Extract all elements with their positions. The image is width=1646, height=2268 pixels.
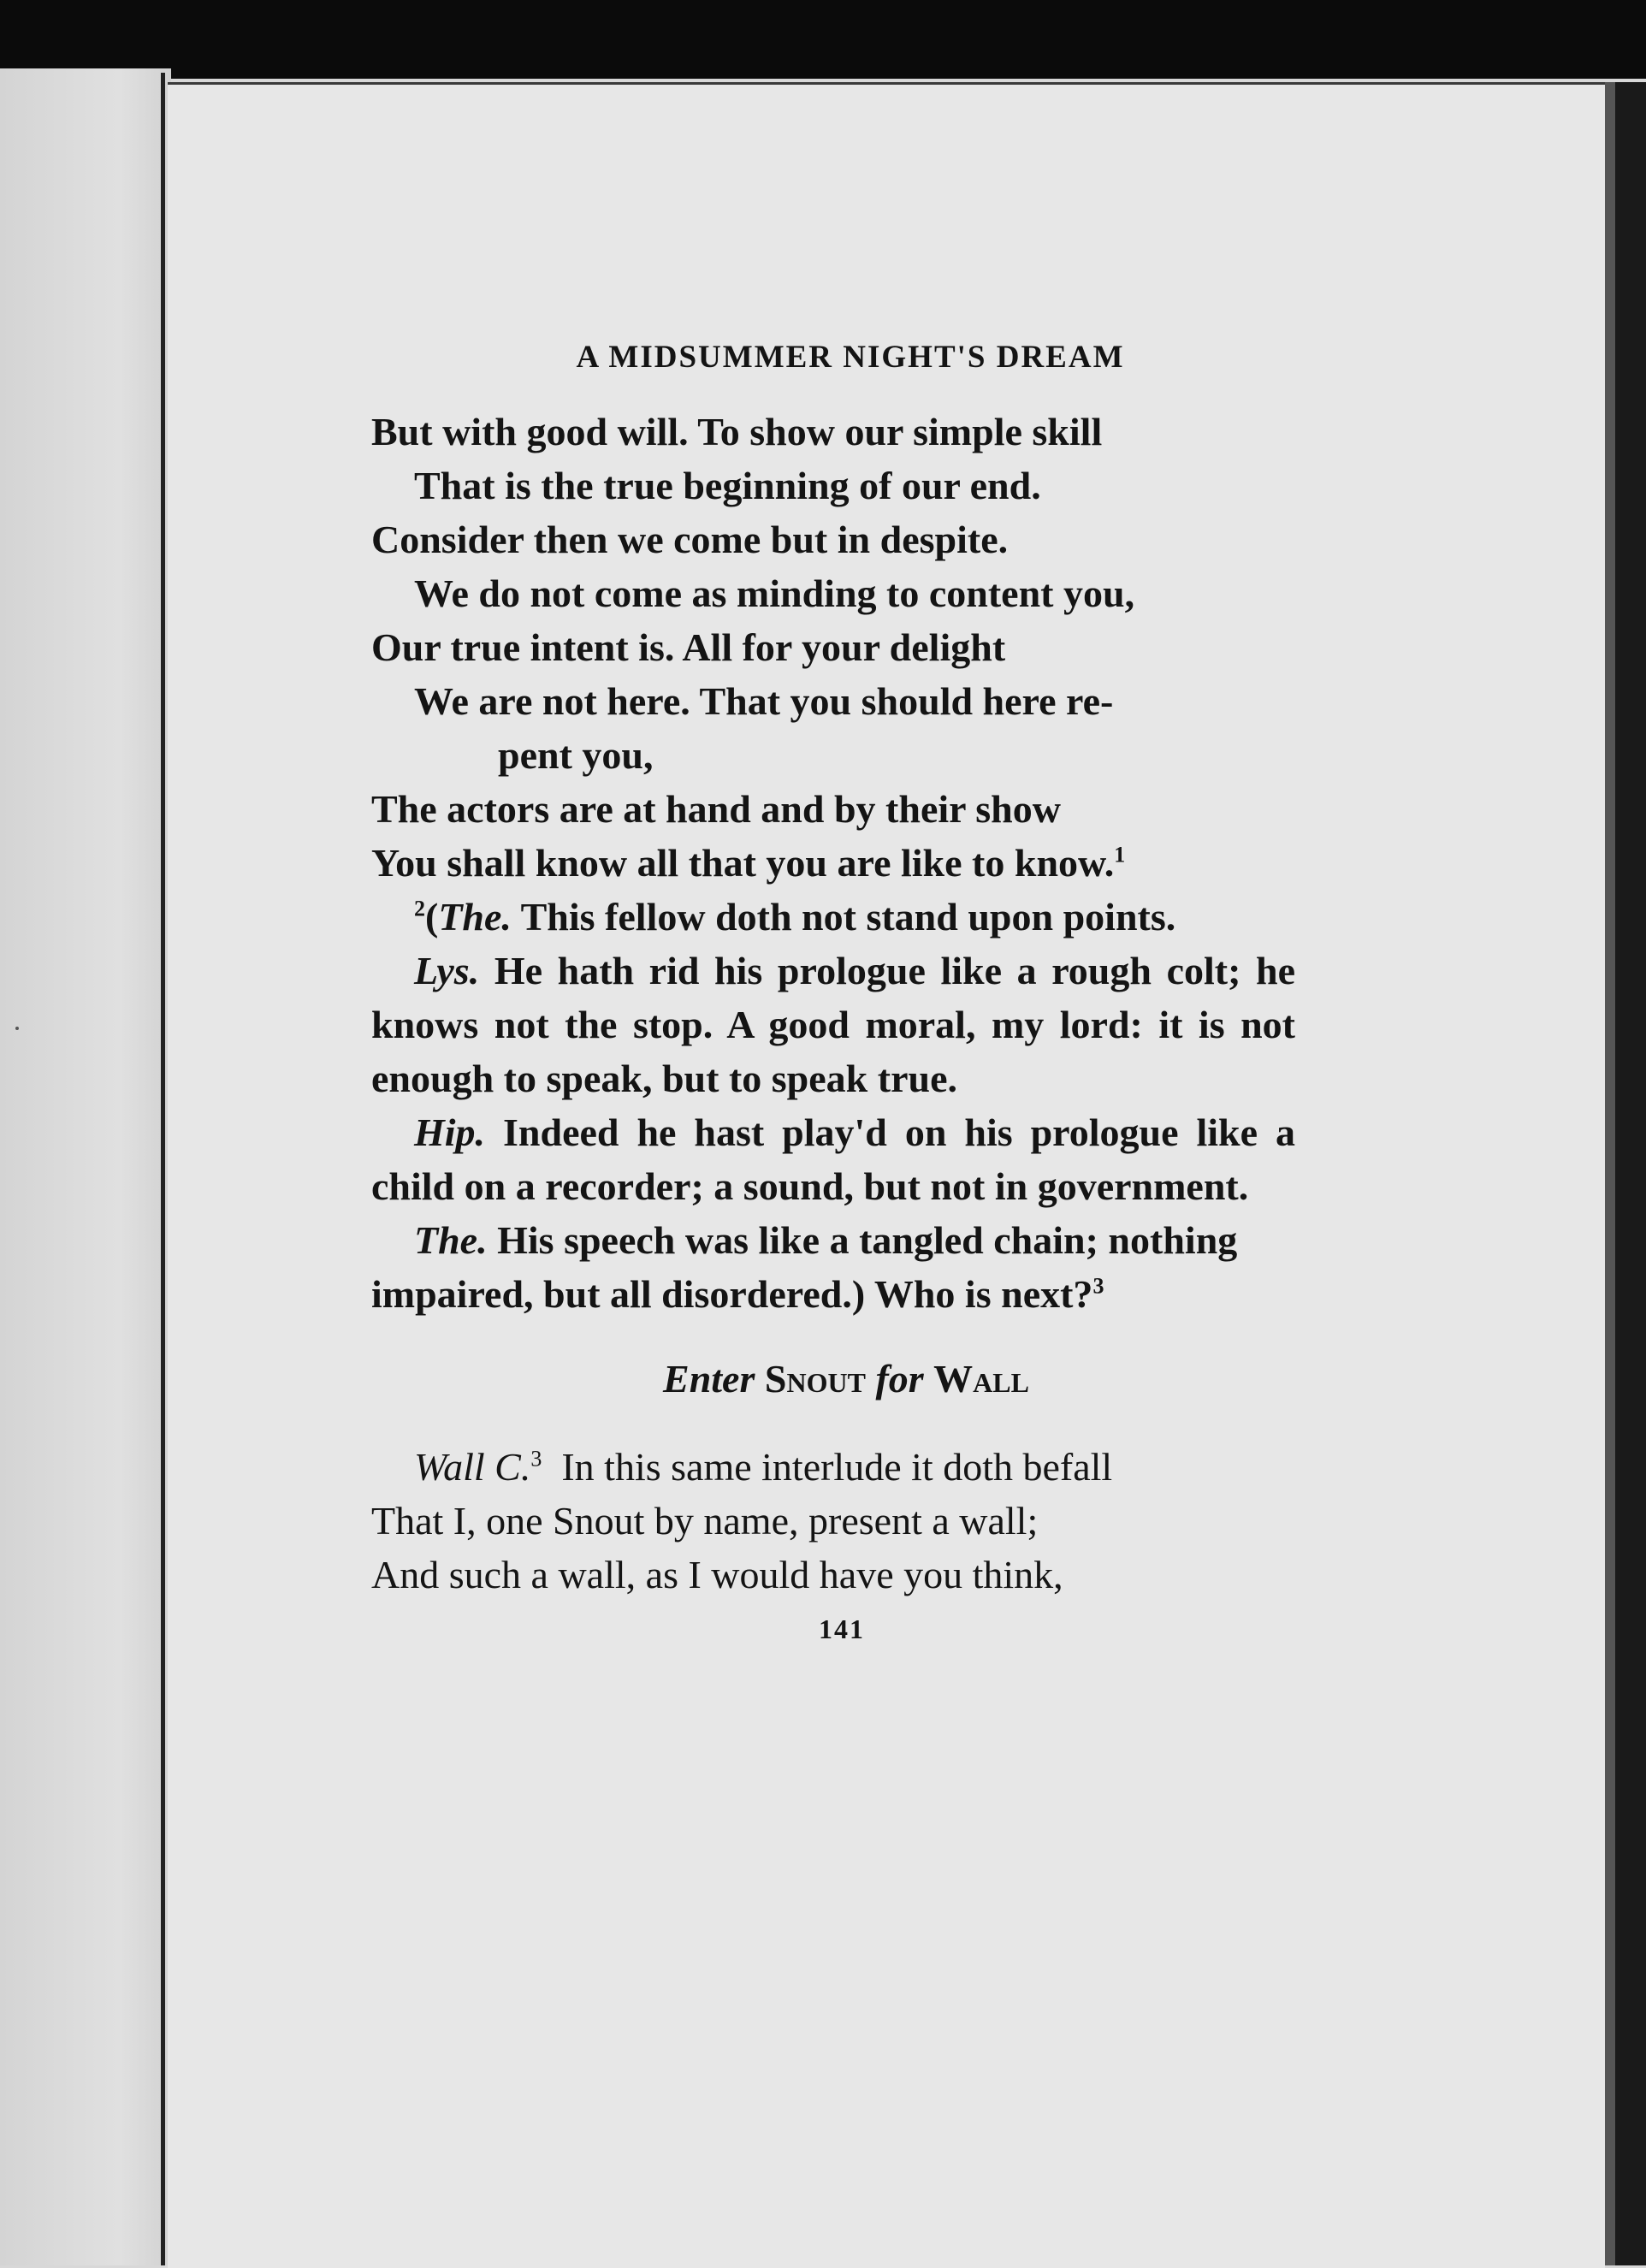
verse-line: Our true intent is. All for your delight (371, 625, 1006, 669)
footnote-marker: 2 (414, 896, 425, 921)
speaker-name: Hip. (414, 1110, 486, 1154)
verse-line: Consider then we come but in despite. (371, 518, 1009, 561)
page-text-block (371, 329, 1295, 1645)
verse-line: That is the true beginning of our end. (414, 464, 1041, 507)
facing-page-edge (0, 68, 171, 2265)
stage-for: for (875, 1357, 924, 1400)
book-gutter (161, 73, 165, 2265)
speech-text: He hath rid his prologue like a rough colt; he knows not the stop. A good moral, my lord: it is not enough to speak, but to speak true. (371, 949, 1295, 1100)
verse-line: We are not here. That you should here re- (414, 679, 1114, 723)
stage-role: Wall (933, 1357, 1029, 1400)
wall-speech-line (371, 1440, 1295, 1494)
running-head: A MIDSUMMER NIGHT'S DREAM (576, 340, 1125, 375)
scan-top-border (0, 0, 1646, 79)
page-number: 141 (819, 1614, 865, 1644)
speaker-name: Wall C. (414, 1445, 531, 1489)
dialogue-the-2 (371, 1213, 1295, 1321)
speaker-name: The. (414, 1218, 488, 1262)
footnote-marker: 3 (1092, 1273, 1104, 1299)
scan-right-border (1615, 82, 1646, 2265)
verse-line: The actors are at hand and by their show (371, 787, 1061, 831)
dialogue-lys (371, 944, 1295, 1105)
page-edge (1605, 82, 1615, 2265)
scan-speck (15, 1027, 19, 1030)
verse-line-last (371, 836, 1295, 890)
verse-line: But with good will. To show our simple skill (371, 410, 1103, 453)
stage-direction (371, 1352, 1295, 1406)
wall-speech-line: And such a wall, as I would have you think, (371, 1553, 1063, 1596)
speech-text: Indeed he hast play'd on his prologue like a child on a recorder; a sound, but not in government. (371, 1110, 1295, 1208)
speaker-name: The. (438, 895, 512, 939)
verse-line: pent you, (498, 733, 654, 777)
speech-text: His speech was like a tangled chain; nothing impaired, but all disordered.) Who is next? (371, 1218, 1238, 1316)
stage-character: Snout (764, 1357, 866, 1400)
verse-line: We do not come as minding to content you, (414, 571, 1135, 615)
speech-text: This fellow doth not stand upon points. (511, 895, 1176, 939)
dialogue-the-1 (371, 890, 1295, 944)
speaker-name: Lys. (414, 949, 480, 992)
dialogue-hip (371, 1105, 1295, 1213)
footnote-marker: 1 (1114, 842, 1126, 868)
open-paren: ( (425, 895, 439, 939)
verse-text: In this same interlude it doth befall (542, 1445, 1113, 1489)
wall-speech-line: That I, one Snout by name, present a wall; (371, 1499, 1039, 1543)
verse-text: You shall know all that you are like to know. (371, 841, 1115, 885)
footnote-marker: 3 (530, 1446, 542, 1472)
stage-enter: Enter (663, 1357, 755, 1400)
